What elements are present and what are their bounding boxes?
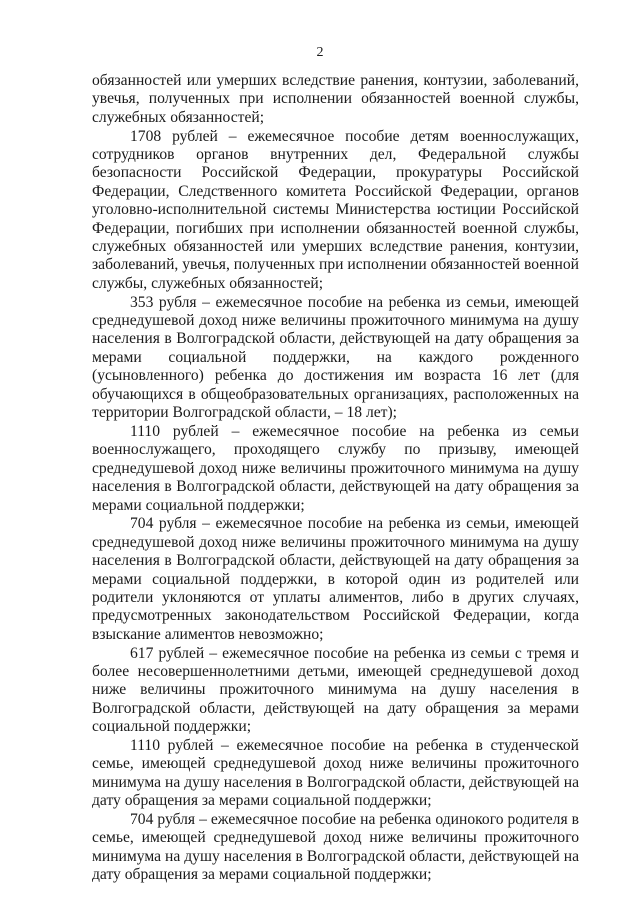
- paragraph-1110-rubles-student: 1110 рублей – ежемесячное пособие на ребенка в студенческой семье, имеющей среднедушевой доход ниже величины прожиточного минимума на душу населения в Волгоградской области, действующей на дату обращения за мерами социальной поддержки;: [92, 736, 579, 810]
- page-number: 2: [316, 45, 324, 60]
- paragraph-continuation: обязанностей или умерших вследствие ранения, контузии, заболеваний, увечья, полученных при исполнении обязанностей военной службы, служебных обязанностей;: [92, 72, 579, 126]
- paragraph-704-rubles-alimony: 704 рубля – ежемесячное пособие на ребенка из семьи, имеющей среднедушевой доход ниже величины прожиточного минимума на душу населения в Волгоградской области, действующей на дату обращения за мерами социальной поддержки, в которой один из родителей или родители уклоняются от уплаты алиментов, либо в других случаях, предусмотренных законодательством Российской Федерации, когда взыскание алиментов невозможно;: [92, 515, 579, 643]
- paragraph-353-rubles: 353 рубля – ежемесячное пособие на ребенка из семьи, имеющей среднедушевой доход ниже величины прожиточного минимума на душу населения в Волгоградской области, действующей на дату обращения за мерами социальной поддержки, на каждого рожденного (усыновленного) ребенка до достижения им возраста 16 лет (для обучающихся в общеобразовательных организациях, расположенных на территории Волгоградской области, – 18 лет);: [92, 293, 579, 422]
- paragraph-1110-rubles-conscript: 1110 рублей – ежемесячное пособие на ребенка из семьи военнослужащего, проходящего службу по призыву, имеющей среднедушевой доход ниже величины прожиточного минимума на душу населения в Волгоградской области, действующей на дату обращения за мерами социальной поддержки;: [92, 422, 579, 514]
- document-body: [92, 72, 579, 885]
- paragraph-617-rubles: 617 рублей – ежемесячное пособие на ребенка из семьи с тремя и более несовершеннолетними детьми, имеющей среднедушевой доход ниже величины прожиточного минимума на душу населения в Волгоградской области, действующей на дату обращения за мерами социальной поддержки;: [92, 644, 579, 736]
- paragraph-1708-rubles: 1708 рублей – ежемесячное пособие детям военнослужащих, сотрудников органов внутренних дел, Федеральной службы безопасности Российской Федерации, прокуратуры Российской Федерации, Следственного комитета Российской Федерации, органов уголовно-исполнительной системы Министерства юстиции Российской Федерации, погибших при исполнении обязанностей военной службы, служебных обязанностей или умерших вследствие ранения, контузии, заболеваний, увечья, полученных при исполнении обязанностей военной службы, служебных обязанностей;: [92, 127, 579, 292]
- paragraph-704-rubles-single-parent: 704 рубля – ежемесячное пособие на ребенка одинокого родителя в семье, имеющей среднедушевой доход ниже величины прожиточного минимума на душу населения в Волгоградской области, действующей на дату обращения за мерами социальной поддержки;: [92, 810, 579, 884]
